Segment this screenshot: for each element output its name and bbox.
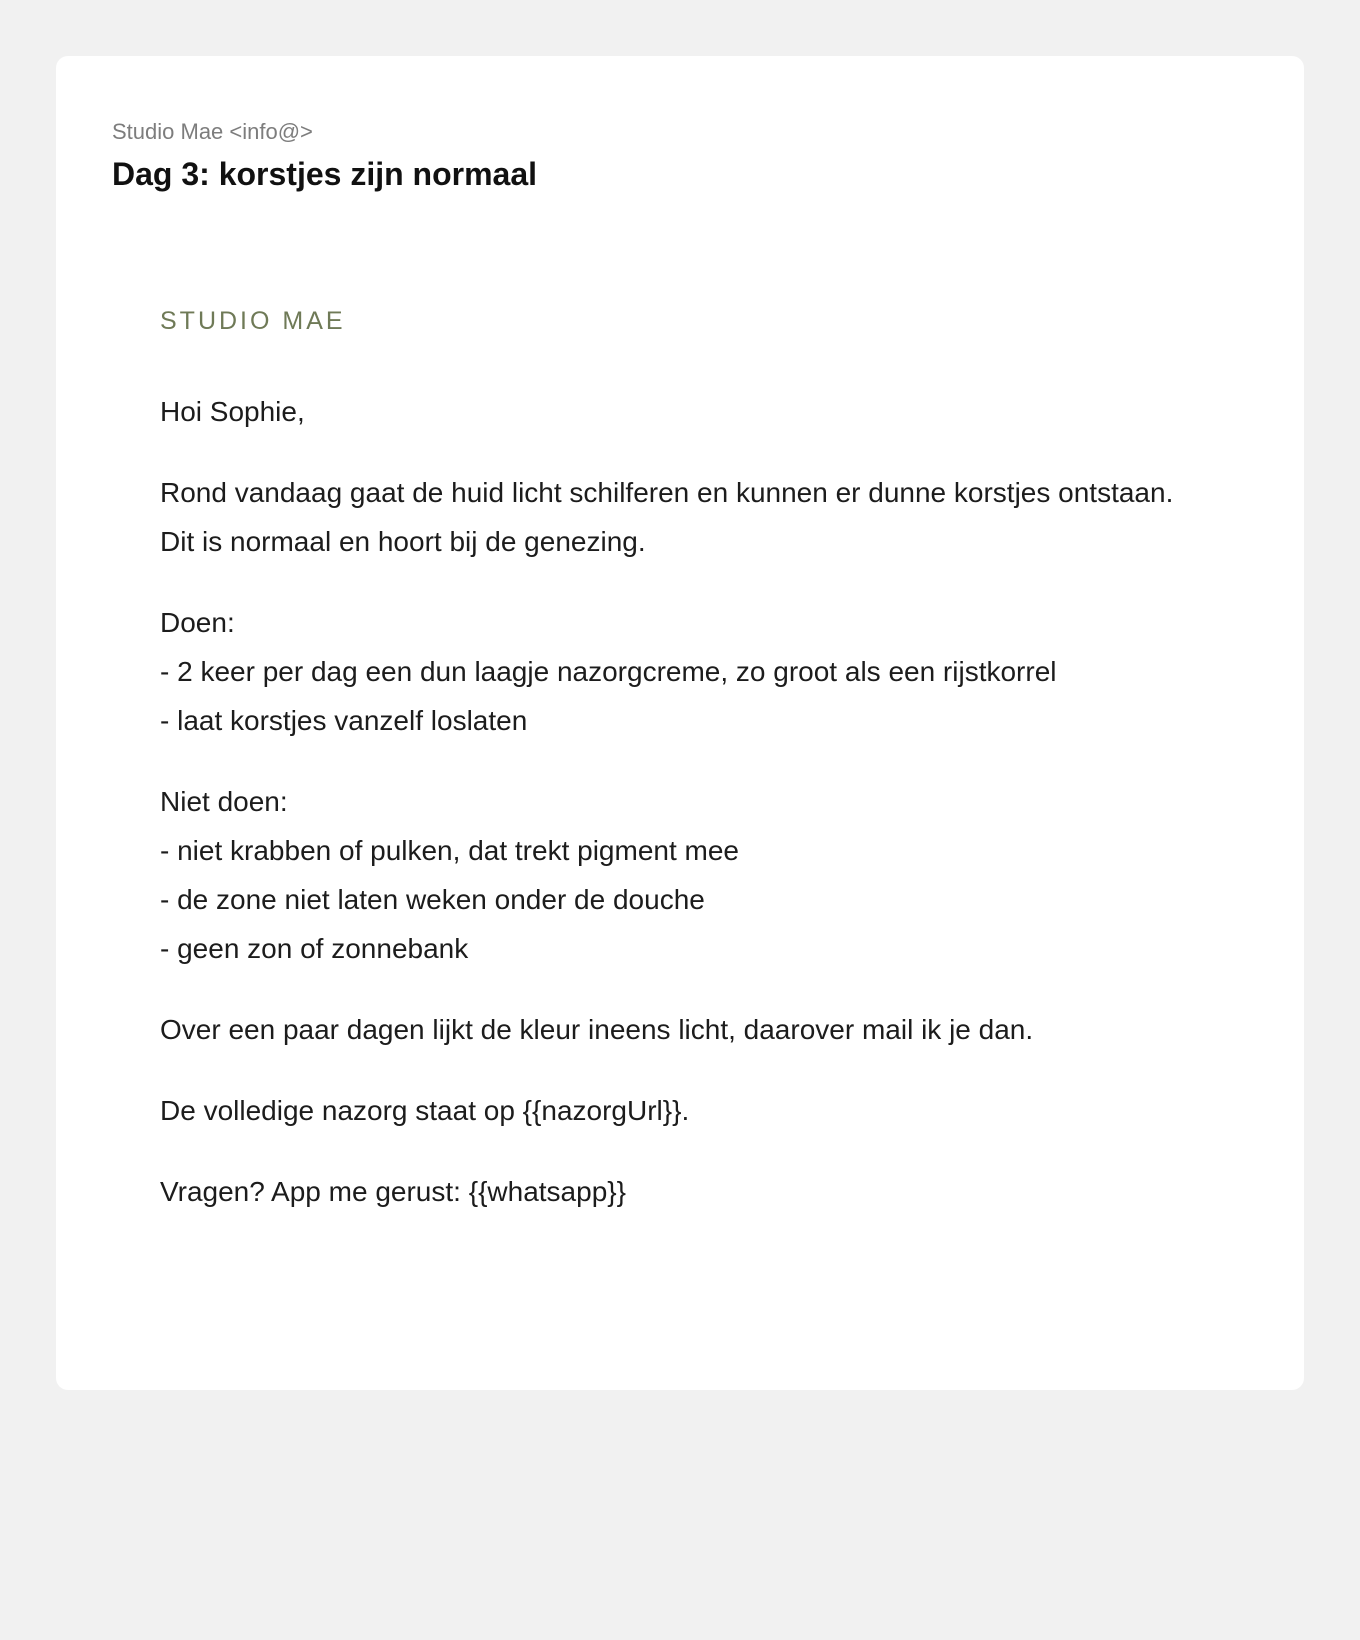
brand-name: STUDIO MAE (160, 307, 346, 335)
message-content (160, 387, 1200, 1216)
aftercare-paragraph: De volledige nazorg staat op {{nazorgUrl}}. (160, 1095, 690, 1126)
email-card (56, 56, 1304, 1390)
dont-heading: Niet doen: (160, 786, 288, 817)
email-header (112, 118, 1248, 194)
dont-item: - niet krabben of pulken, dat trekt pigment mee (160, 835, 739, 866)
dont-item: - geen zon of zonnebank (160, 933, 469, 964)
followup-paragraph: Over een paar dagen lijkt de kleur ineens licht, daarover mail ik je dan. (160, 1014, 1034, 1045)
greeting: Hoi Sophie, (160, 396, 305, 427)
email-body (160, 306, 1200, 1248)
dont-section (160, 777, 1200, 973)
intro-paragraph: Rond vandaag gaat de huid licht schilferen en kunnen er dunne korstjes ontstaan. Dit is normaal en hoort bij de genezing. (160, 477, 1174, 557)
do-item: - 2 keer per dag een dun laagje nazorgcreme, zo groot als een rijstkorrel (160, 656, 1057, 687)
do-heading: Doen: (160, 607, 235, 638)
do-section (160, 598, 1200, 745)
questions-paragraph: Vragen? App me gerust: {{whatsapp}} (160, 1176, 626, 1207)
sender: Studio Mae <info@> (112, 119, 313, 144)
do-item: - laat korstjes vanzelf loslaten (160, 705, 528, 736)
email-subject: Dag 3: korstjes zijn normaal (112, 156, 538, 192)
dont-item: - de zone niet laten weken onder de douche (160, 884, 705, 915)
